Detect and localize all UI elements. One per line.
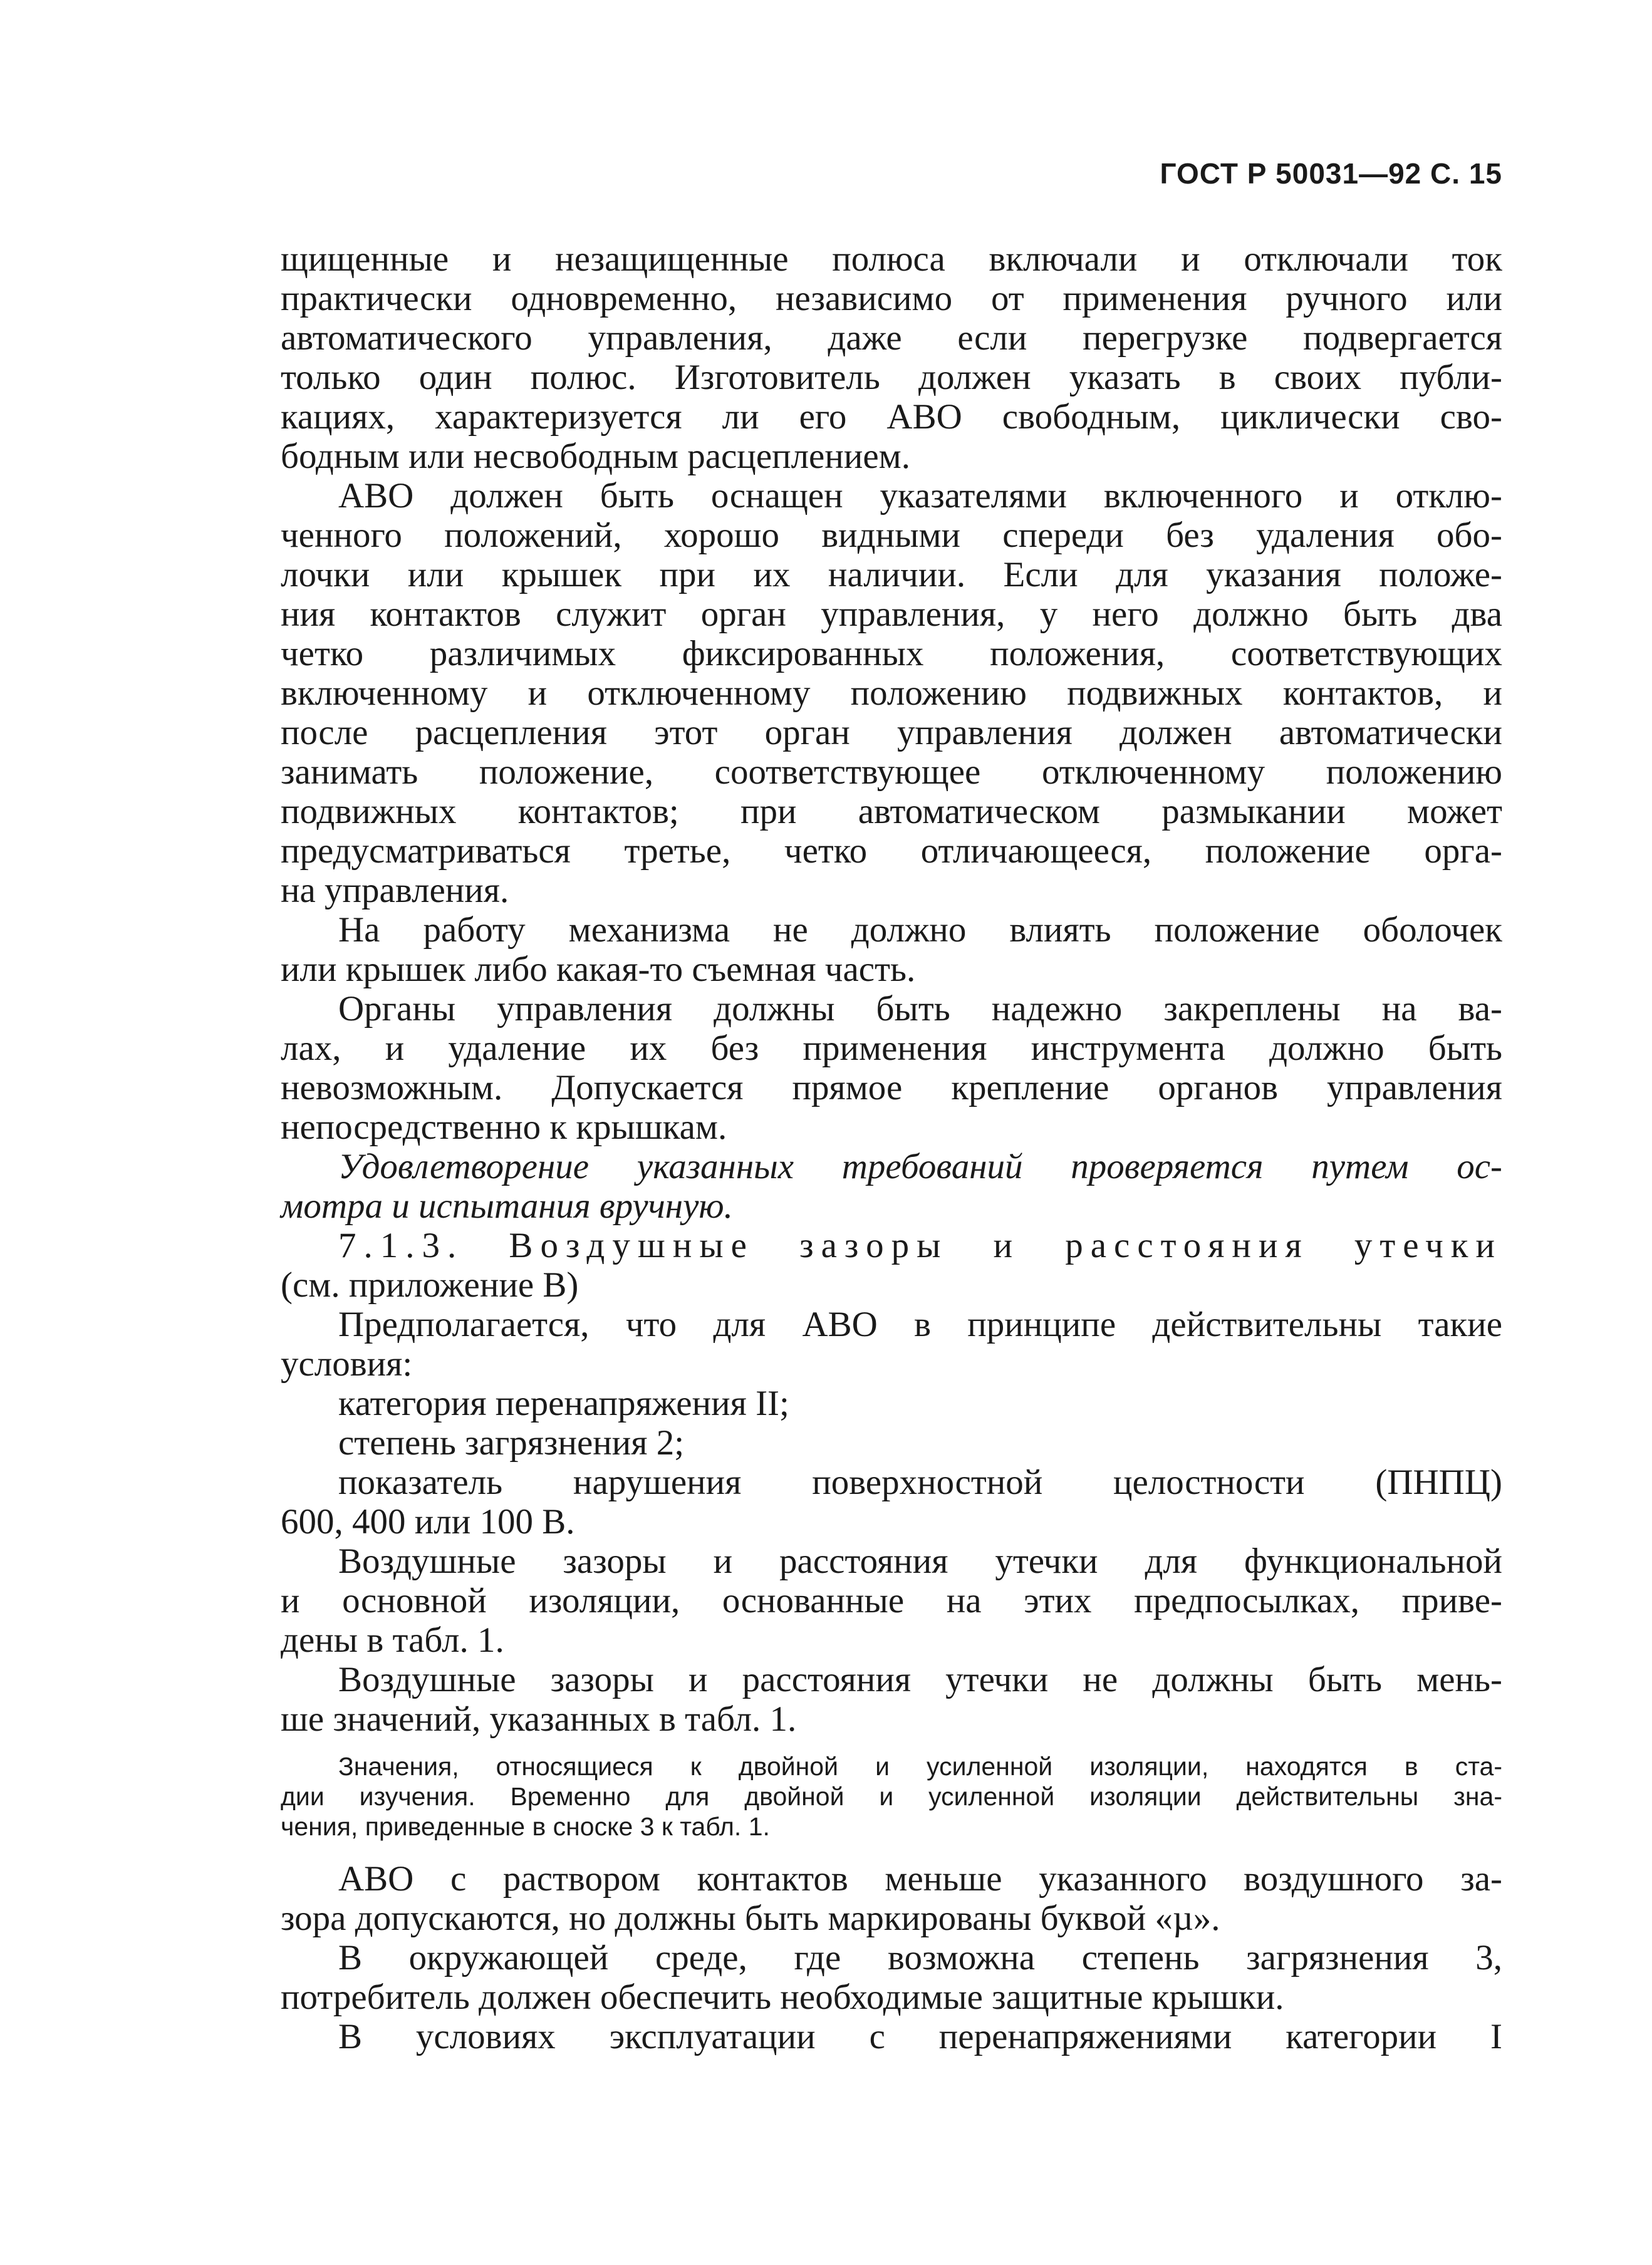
text-line: Воздушные зазоры и расстояния утечки не должны быть мень- bbox=[338, 1660, 1502, 1699]
text-line: щищенные и незащищенные полюса включали и отключали ток bbox=[281, 239, 1502, 279]
paragraph-8 bbox=[281, 1542, 1502, 1660]
paragraph-1 bbox=[281, 239, 1502, 476]
text-line: предусматриваться третье, четко отличающееся, положение орга- bbox=[281, 831, 1502, 871]
paragraph-10 bbox=[281, 1859, 1502, 1938]
list-item: степень загрязнения 2; bbox=[338, 1423, 685, 1463]
paragraph-3 bbox=[281, 910, 1502, 989]
paragraph-2 bbox=[281, 476, 1502, 910]
text-line: лочки или крышек при их наличии. Если для указания положе- bbox=[281, 555, 1502, 594]
conditions-list bbox=[281, 1384, 1502, 1463]
note-line: чения, приведенные в сноске 3 к табл. 1. bbox=[281, 1812, 770, 1841]
text-line: В условиях эксплуатации с перенапряжениями категории I bbox=[338, 2017, 1502, 2056]
page-header-title: ГОСТ Р 50031—92 С. 15 bbox=[1160, 157, 1502, 190]
note-line: Значения, относящиеся к двойной и усиленной изоляции, находятся в ста- bbox=[338, 1752, 1502, 1781]
list-item: категория перенапряжения II; bbox=[338, 1384, 789, 1423]
text-line: зора допускаются, но должны быть маркированы буквой «µ». bbox=[281, 1899, 1220, 1938]
text-line: или крышек либо какая-то съемная часть. bbox=[281, 950, 916, 989]
paragraph-4 bbox=[281, 989, 1502, 1147]
text-line: практически одновременно, независимо от применения ручного или bbox=[281, 279, 1502, 318]
text-line: Органы управления должны быть надежно закреплены на ва- bbox=[338, 989, 1502, 1029]
text-line: АВО должен быть оснащен указателями включенного и отклю- bbox=[338, 476, 1502, 516]
text-line: (см. приложение В) bbox=[281, 1265, 579, 1305]
text-line: В окружающей среде, где возможна степень загрязнения 3, bbox=[338, 1938, 1502, 1977]
paragraph-12 bbox=[281, 2017, 1502, 2056]
text-line: потребитель должен обеспечить необходимые защитные крышки. bbox=[281, 1977, 1284, 2017]
text-line: Удовлетворение указанных требований проверяется путем ос- bbox=[338, 1147, 1502, 1186]
text-line: ше значений, указанных в табл. 1. bbox=[281, 1699, 797, 1739]
text-line: Воздушные зазоры и расстояния утечки для функциональной bbox=[338, 1542, 1502, 1581]
text-line: и основной изоляции, основанные на этих предпосылках, приве- bbox=[281, 1581, 1502, 1620]
text-line: Предполагается, что для АВО в принципе действительны такие bbox=[338, 1305, 1502, 1344]
paragraph-9 bbox=[281, 1660, 1502, 1739]
section-title bbox=[281, 1226, 1502, 1305]
text-line: лах, и удаление их без применения инструмента должно быть bbox=[281, 1029, 1502, 1068]
paragraph-verification bbox=[281, 1147, 1502, 1226]
text-line: мотра и испытания вручную. bbox=[281, 1186, 733, 1226]
text-line: автоматического управления, даже если перегрузке подвергается bbox=[281, 318, 1502, 358]
section-heading: 7.1.3. Воздушные зазоры и расстояния утечки bbox=[338, 1226, 1502, 1265]
text-line: кациях, характеризуется ли его АВО свободным, циклически сво- bbox=[281, 397, 1502, 437]
paragraph-6 bbox=[281, 1305, 1502, 1384]
text-line: бодным или несвободным расцеплением. bbox=[281, 437, 910, 476]
text-line: дены в табл. 1. bbox=[281, 1620, 504, 1660]
document-page bbox=[281, 157, 1502, 2161]
text-line: 600, 400 или 100 В. bbox=[281, 1502, 575, 1542]
text-line: непосредственно к крышкам. bbox=[281, 1107, 727, 1147]
paragraph-11 bbox=[281, 1938, 1502, 2017]
text-line: невозможным. Допускается прямое крепление органов управления bbox=[281, 1068, 1502, 1107]
text-line: после расцепления этот орган управления должен автоматически bbox=[281, 713, 1502, 752]
text-line: ченного положений, хорошо видными спереди без удаления обо- bbox=[281, 516, 1502, 555]
note-block bbox=[281, 1751, 1502, 1842]
text-line: На работу механизма не должно влиять положение оболочек bbox=[338, 910, 1502, 950]
text-line: условия: bbox=[281, 1344, 413, 1384]
text-line: занимать положение, соответствующее отключенному положению bbox=[281, 752, 1502, 792]
page-header bbox=[281, 157, 1502, 214]
text-line: четко различимых фиксированных положения, соответствующих bbox=[281, 634, 1502, 673]
text-line: АВО с раствором контактов меньше указанного воздушного за- bbox=[338, 1859, 1502, 1899]
text-line: на управления. bbox=[281, 871, 509, 910]
text-line: ния контактов служит орган управления, у него должно быть два bbox=[281, 594, 1502, 634]
paragraph-7 bbox=[281, 1463, 1502, 1542]
text-line: включенному и отключенному положению подвижных контактов, и bbox=[281, 673, 1502, 713]
text-line: только один полюс. Изготовитель должен указать в своих публи- bbox=[281, 358, 1502, 397]
note-line: дии изучения. Временно для двойной и усиленной изоляции действительны зна- bbox=[281, 1782, 1502, 1811]
text-line: показатель нарушения поверхностной целостности (ПНПЦ) bbox=[338, 1463, 1502, 1502]
text-line: подвижных контактов; при автоматическом размыкании может bbox=[281, 792, 1502, 831]
